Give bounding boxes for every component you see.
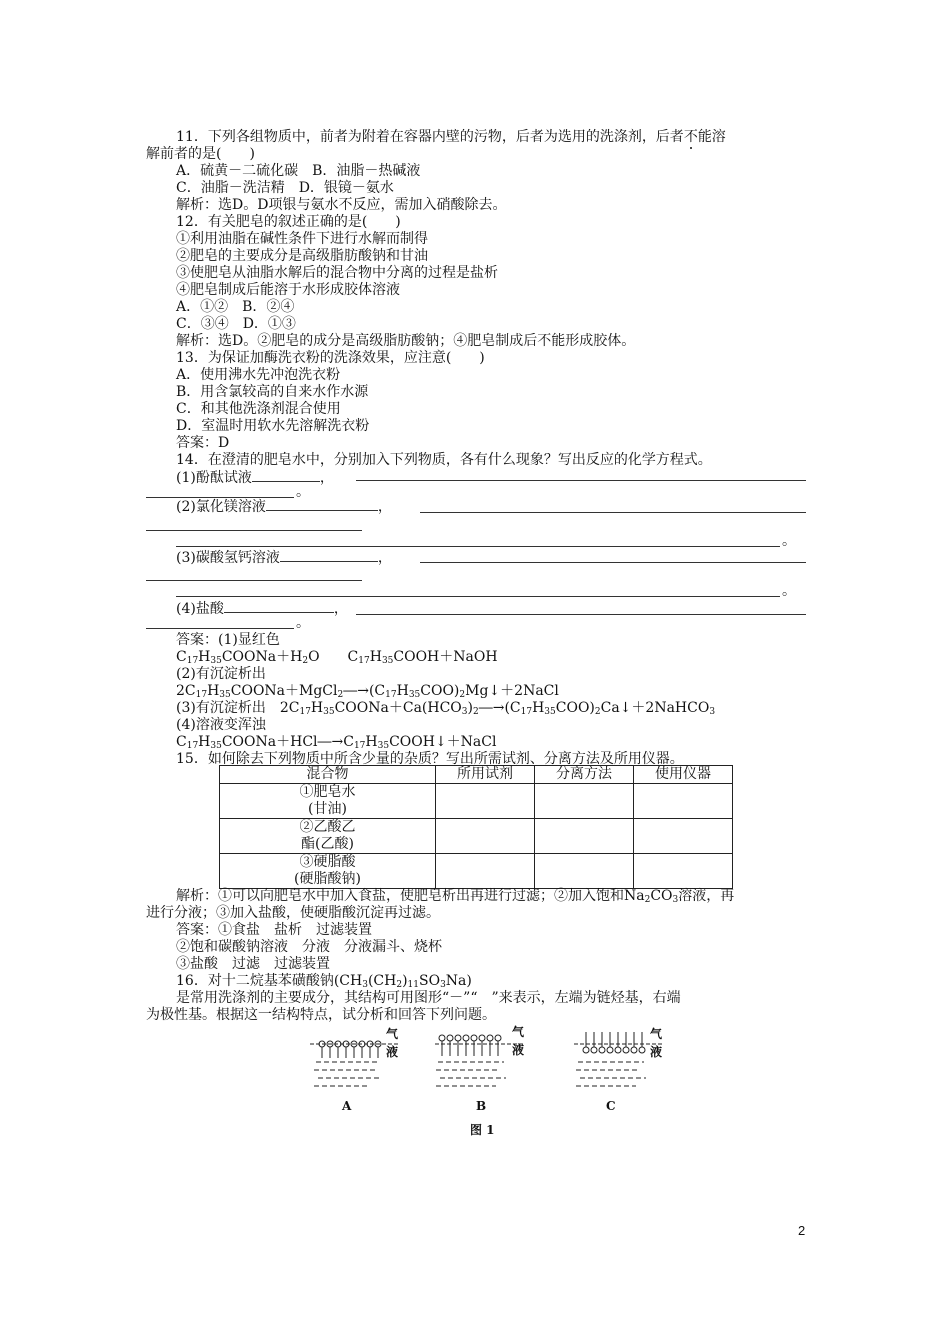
q13-option-c: C．和其他洗涤剂混合使用 xyxy=(176,401,341,417)
q13-answer: 答案：D xyxy=(176,435,230,451)
q14-period: 。 xyxy=(296,484,310,500)
q14-part1: (1)酚酞试液 ， xyxy=(176,470,334,486)
q14-answer-4: (4)溶液变浑浊 xyxy=(176,717,266,733)
q11-stem-line1: 11．下列各组物质中，前者为附着在容器内壁的污物，后者为选用的洗涤剂，后者不能溶 xyxy=(176,129,726,145)
q15-analysis-line2: 进行分液；③加入盐酸，使硬脂酸沉淀再过滤。 xyxy=(146,905,440,921)
blank-cell xyxy=(535,819,634,854)
q14-part3: (3)碳酸氢钙溶液 ， xyxy=(176,550,392,566)
q15-analysis-line1: 解析：①可以向肥皂水中加入食盐，使肥皂析出再进行过滤；②加入饱和$Na_2CO_3$溶液，再 xyxy=(176,888,735,905)
q14-part2: (2)氯化镁溶液 ， xyxy=(176,499,392,515)
q14-answer-1: 答案：(1)显红色 xyxy=(176,632,280,648)
header-method: 分离方法 xyxy=(535,766,634,784)
blank-cell xyxy=(436,819,535,854)
q14-part4: (4)盐酸 ， xyxy=(176,601,348,617)
blank-cell xyxy=(436,784,535,819)
q15-answer-3: ③盐酸 过滤 过滤装置 xyxy=(176,956,330,972)
q12-options-ab: A．①② B．②④ xyxy=(176,299,295,315)
q15-answer-2: ②饱和碳酸钠溶液 分液 分液漏斗、烧杯 xyxy=(176,939,442,955)
q16-stem-line2: 是常用洗涤剂的主要成分，其结构可用图形“－”“ ”来表示，左端为链烃基，右端 xyxy=(176,990,681,1006)
blank-cell xyxy=(535,854,634,889)
table-row xyxy=(220,784,733,819)
q11-analysis: 解析：选D。D项银与氨水不反应，需加入硝酸除去。 xyxy=(176,197,507,213)
answer-line xyxy=(146,530,362,531)
q11-options-cd: C．油脂－洗洁精 D．银镜－氨水 xyxy=(176,180,394,196)
q13-option-b: B．用含氯较高的自来水作水源 xyxy=(176,384,369,400)
gas-label-b: 气 xyxy=(512,1025,525,1039)
q12-options-cd: C．③④ D．①③ xyxy=(176,316,296,332)
q12-analysis: 解析：选D。②肥皂的成分是高级脂肪酸钠；④肥皂制成后不能形成胶体。 xyxy=(176,333,636,349)
q12-statement-1: ①利用油脂在碱性条件下进行水解而制得 xyxy=(176,231,428,247)
mixture-cell: ③硬脂酸 (硬脂酸钠) xyxy=(220,854,436,889)
header-reagent: 所用试剂 xyxy=(436,766,535,784)
mixture-cell: ②乙酸乙 酯(乙酸) xyxy=(220,819,436,854)
q14-equation-1: $C_{17}H_{35}COONa+H_2O$ $C_{17}H_{35}COOH+NaOH$ xyxy=(176,649,498,666)
surfactant-figure xyxy=(300,1022,680,1138)
answer-line xyxy=(420,512,806,513)
figure-caption: 图 1 xyxy=(470,1123,495,1137)
q15-stem: 15．如何除去下列物质中所含少量的杂质？写出所需试剂、分离方法及所用仪器。 xyxy=(176,751,684,767)
header-instrument: 使用仪器 xyxy=(634,766,733,784)
answer-line xyxy=(146,580,362,581)
gas-label-a: 气 xyxy=(386,1027,399,1041)
liquid-label-c: 液 xyxy=(650,1045,663,1059)
q13-stem: 13．为保证加酶洗衣粉的洗涤效果，应注意( ) xyxy=(176,350,485,366)
mixture-cell: ①肥皂水 (甘油) xyxy=(220,784,436,819)
emphasis-dot-char: 不 xyxy=(683,129,698,145)
answer-line xyxy=(146,628,294,629)
q11-options-ab: A．硫黄－二硫化碳 B．油脂－热碱液 xyxy=(176,163,421,179)
blank-cell xyxy=(535,784,634,819)
q14-answer-2: (2)有沉淀析出 xyxy=(176,666,266,682)
blank-cell xyxy=(436,854,535,889)
q14-period: 。 xyxy=(782,583,796,599)
blank-cell xyxy=(634,819,733,854)
answer-line xyxy=(356,614,806,615)
blank-cell xyxy=(634,854,733,889)
q15-table xyxy=(219,765,733,889)
q13-option-d: D．室温时用软水先溶解洗衣粉 xyxy=(176,418,370,434)
liquid-label-b: 液 xyxy=(512,1043,525,1057)
q16-stem-line1: 16．对十二烷基苯磺酸钠$(CH_3(CH_2)_{11}SO_3Na)$ xyxy=(176,973,472,990)
table-row xyxy=(220,819,733,854)
q13-option-a: A．使用沸水先冲泡洗衣粉 xyxy=(176,367,341,383)
blank-cell xyxy=(634,784,733,819)
answer-line xyxy=(356,480,806,481)
table-row xyxy=(220,854,733,889)
q14-equation-2: $2C_{17}H_{35}COONa+MgCl_2―\to(C_{17}H_{35}COO)_2Mg↓+2NaCl$ xyxy=(176,683,559,700)
q14-equation-4: $C_{17}H_{35}COONa+HCl―\to C_{17}H_{35}COOH↓+NaCl$ xyxy=(176,734,497,751)
header-mixture: 混合物 xyxy=(220,766,436,784)
answer-line xyxy=(176,596,780,597)
q14-period: 。 xyxy=(296,615,310,631)
q12-statement-2: ②肥皂的主要成分是高级脂肪酸钠和甘油 xyxy=(176,248,428,264)
page-number: 2 xyxy=(798,1223,806,1238)
q16-stem-line3: 为极性基。根据这一结构特点，试分析和回答下列问题。 xyxy=(146,1007,496,1023)
panel-label-a: A xyxy=(342,1099,352,1113)
liquid-label-a: 液 xyxy=(386,1045,399,1059)
q15-answer-1: 答案：①食盐 盐析 过滤装置 xyxy=(176,922,372,938)
q14-answer-3: (3)有沉淀析出 $2C_{17}H_{35}COONa+Ca(HCO_3)_2―\to(C_{17}H_{35}COO)_2Ca↓+2NaHCO_3$ xyxy=(176,700,716,717)
table-header-row xyxy=(220,766,733,784)
answer-line xyxy=(176,546,780,547)
q14-stem: 14．在澄清的肥皂水中，分别加入下列物质，各有什么现象？写出反应的化学方程式。 xyxy=(176,452,712,468)
q11-stem-line2: 解前者的是( ) xyxy=(146,146,255,162)
gas-label-c: 气 xyxy=(650,1027,663,1041)
panel-label-b: B xyxy=(476,1099,487,1113)
q12-stem: 12．有关肥皂的叙述正确的是( ) xyxy=(176,214,401,230)
panel-label-c: C xyxy=(606,1099,616,1113)
q12-statement-3: ③使肥皂从油脂水解后的混合物中分离的过程是盐析 xyxy=(176,265,498,281)
q14-period: 。 xyxy=(782,533,796,549)
answer-line xyxy=(420,562,806,563)
q12-statement-4: ④肥皂制成后能溶于水形成胶体溶液 xyxy=(176,282,400,298)
